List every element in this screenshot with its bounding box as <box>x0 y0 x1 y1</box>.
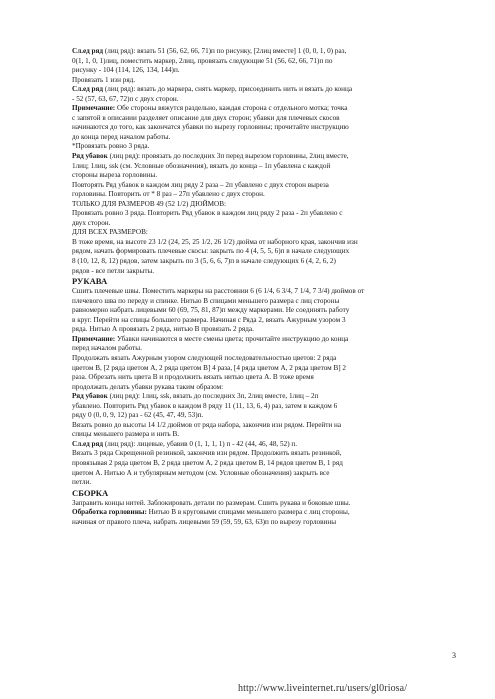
text-line: петли. <box>72 478 92 487</box>
footer-url: http://www.liveinternet.ru/users/gl0riosa/ <box>238 683 408 694</box>
text-line: Сл.ед ряд (лиц ряд): вязать до маркера, снять маркер, присоединить нить и вязать до конца <box>72 85 353 94</box>
text-line: Повторять Ряд убавок в каждом лиц ряду 2 раза – 2п убавлено с двух сторон выреза <box>72 180 329 189</box>
text-line: Примечание: Обе стороны вяжутся раздельно, каждая сторона с отдельного мотка; точка <box>72 104 348 113</box>
document-body <box>72 47 424 527</box>
text-line: ряда. Нитью А провязать 2 ряда, нитью В провязать 2 ряда. <box>72 325 254 334</box>
text-line: цветом В, [2 ряда цветом А, 2 ряда цветом В] 4 раза, [4 ряда цветом А, 2 ряда цветом В] 2 <box>72 363 347 372</box>
text-line: Провязать 1 изн ряд. <box>72 75 136 84</box>
text-line: 0(1, 1, 0, 1)лиц, поместить маркер, 2лиц, провязать следующие 51 (56, 62, 66, 71)п по <box>72 56 333 65</box>
text-line: Сшить плечевые швы. Поместить маркеры на расстоянии 6 (6 1/4, 6 3/4, 7 1/4, 7 3/4) дюймов от <box>72 287 365 296</box>
text-line: стороны выреза горловины. <box>72 171 158 180</box>
text-line: плечевого шва по переду и спинке. Нитью В спицами меньшего размера с лиц стороны <box>72 296 340 305</box>
text-line: рисунку - 104 (114, 126, 134, 144)п. <box>72 66 180 75</box>
text-line: начиная от правого плеча, набрать лицевыми 59 (59, 59, 63, 63)п по вырезу горловины <box>72 517 337 526</box>
text-line: Ряд убавок (лиц ряд): провязать до последних 3п перед вырезом горловины, 2лиц вместе, <box>72 152 349 161</box>
text-line: рядом, начать формировать плечевые скосы: закрыть по 4 (4, 5, 5, 6)п в начале следующих <box>72 247 350 256</box>
text-line: Вязать ровно до высоты 14 1/2 дюймов от ряда набора, закончив изн рядом. Перейти на <box>72 420 342 429</box>
text-line: Продолжать вязать Ажурным узором следующей последовательностью цветов: 2 ряда <box>72 353 337 362</box>
page-number: 3 <box>452 651 456 660</box>
section-heading: СБОРКА <box>72 487 109 498</box>
text-line: Сл.ед ряд (лиц ряд): вязать 51 (56, 62, 66, 71)п по рисунку, [2лиц вместе] 1 (0, 0, 1, 0) раз, <box>72 47 347 55</box>
text-line: с запятой в описании разделяет описание для двух сторон; убавки для плечевых скосов <box>72 113 340 122</box>
text-line: провязывая 2 ряда цветом В, 2 ряда цветом А, 2 ряда цветом В, 14 рядов цветом В, 1 ряд <box>72 458 343 467</box>
text-line: убавлено. Повторить Ряд убавок в каждом 8 ряду 11 (11, 13, 6, 4) раз, затем в каждом 6 <box>72 401 338 410</box>
text-line: продолжать делать убавки рукава таким образом: <box>72 382 224 391</box>
text-line: Заправить концы нитей. Заблокировать детали по размерам. Сшить рукава и боковые швы. <box>72 498 351 507</box>
text-line: Ряд убавок (лиц ряд): 1лиц, ssk, вязать до последних 3п, 2лиц вместе, 1лиц – 2п <box>72 392 319 401</box>
text-line: рядов - все петли закрыты. <box>72 266 155 275</box>
text-line: - 52 (57, 63, 67, 72)п с двух сторон. <box>72 94 179 103</box>
text-line: ТОЛЬКО ДЛЯ РАЗМЕРОВ 49 (52 1/2) ДЮЙМОВ: <box>72 199 227 208</box>
section-heading: РУКАВА <box>72 276 108 287</box>
text-line: 1лиц; 1лиц, ssk (см. Условные обозначения), вязать до конца – 1п убавлена с каждой <box>72 161 331 170</box>
text-line: до конца перед началом работы. <box>72 132 171 141</box>
text-line: начинаются до того, как закончатся убавки по вырезу горловины; прочитайте инструкцию <box>72 123 349 132</box>
text-line: двух сторон. <box>72 218 111 227</box>
text-line: горловины. Повторить от * 8 раз – 27п убавлено с двух сторон. <box>72 190 265 199</box>
text-line: ряду 0 (0, 0, 9, 12) раз - 62 (45, 47, 49, 53)п. <box>72 411 204 420</box>
text-line: ДЛЯ ВСЕХ РАЗМЕРОВ: <box>72 228 148 237</box>
text-line: Вязать 3 ряда Скрещенной резинкой, закончив изн рядом. Продолжить вязать резинкой, <box>72 449 342 458</box>
text-line: в круг. Перейти на спицы большего размера. Начиная с Ряда 2, вязать Ажурным узором 3 <box>72 315 346 324</box>
text-line: спицы меньшего размера и нить В. <box>72 430 180 439</box>
text-line: перед началом работы. <box>72 344 142 353</box>
text-line: Сл.ед ряд (лиц ряд): лицевые, убавив 0 (1, 1, 1, 1) п - 42 (44, 46, 48, 52) п. <box>72 439 298 448</box>
text-line: *Провязать ровно 3 ряда. <box>72 142 150 151</box>
text-line: цветом А. Нитью А и тубулярным методом (см. Условные обозначения) закрыть все <box>72 468 330 477</box>
text-line: В тоже время, на высоте 23 1/2 (24, 25, 25 1/2, 26 1/2) дюйма от наборного края, закончив изн <box>72 237 358 246</box>
text-line: Обработка горловины: Нитью В в круговыми спицами меньшего размера с лиц стороны, <box>72 508 350 517</box>
text-line: раза. Обрезать нить цвета В и продолжить вязать нитью цвета А. В тоже время <box>72 373 314 382</box>
text-line: Провязать ровно 3 ряда. Повторить Ряд убавок в каждом лиц ряду 2 раза - 2п убавлено с <box>72 209 343 218</box>
text-line: 8 (10, 12, 8, 12) рядов, затем закрыть по 3 (5, 6, 6, 7)п в начале следующих 6 (4, 2, 6, 2) <box>72 257 336 266</box>
text-line: Примечание: Убавки начинаются в месте смены цвета; прочитайте инструкцию до конца <box>72 334 349 343</box>
text-line: равномерно набрать лицевыми 60 (69, 75, 81, 87)п между маркерами. Не соединять работу <box>72 306 350 315</box>
